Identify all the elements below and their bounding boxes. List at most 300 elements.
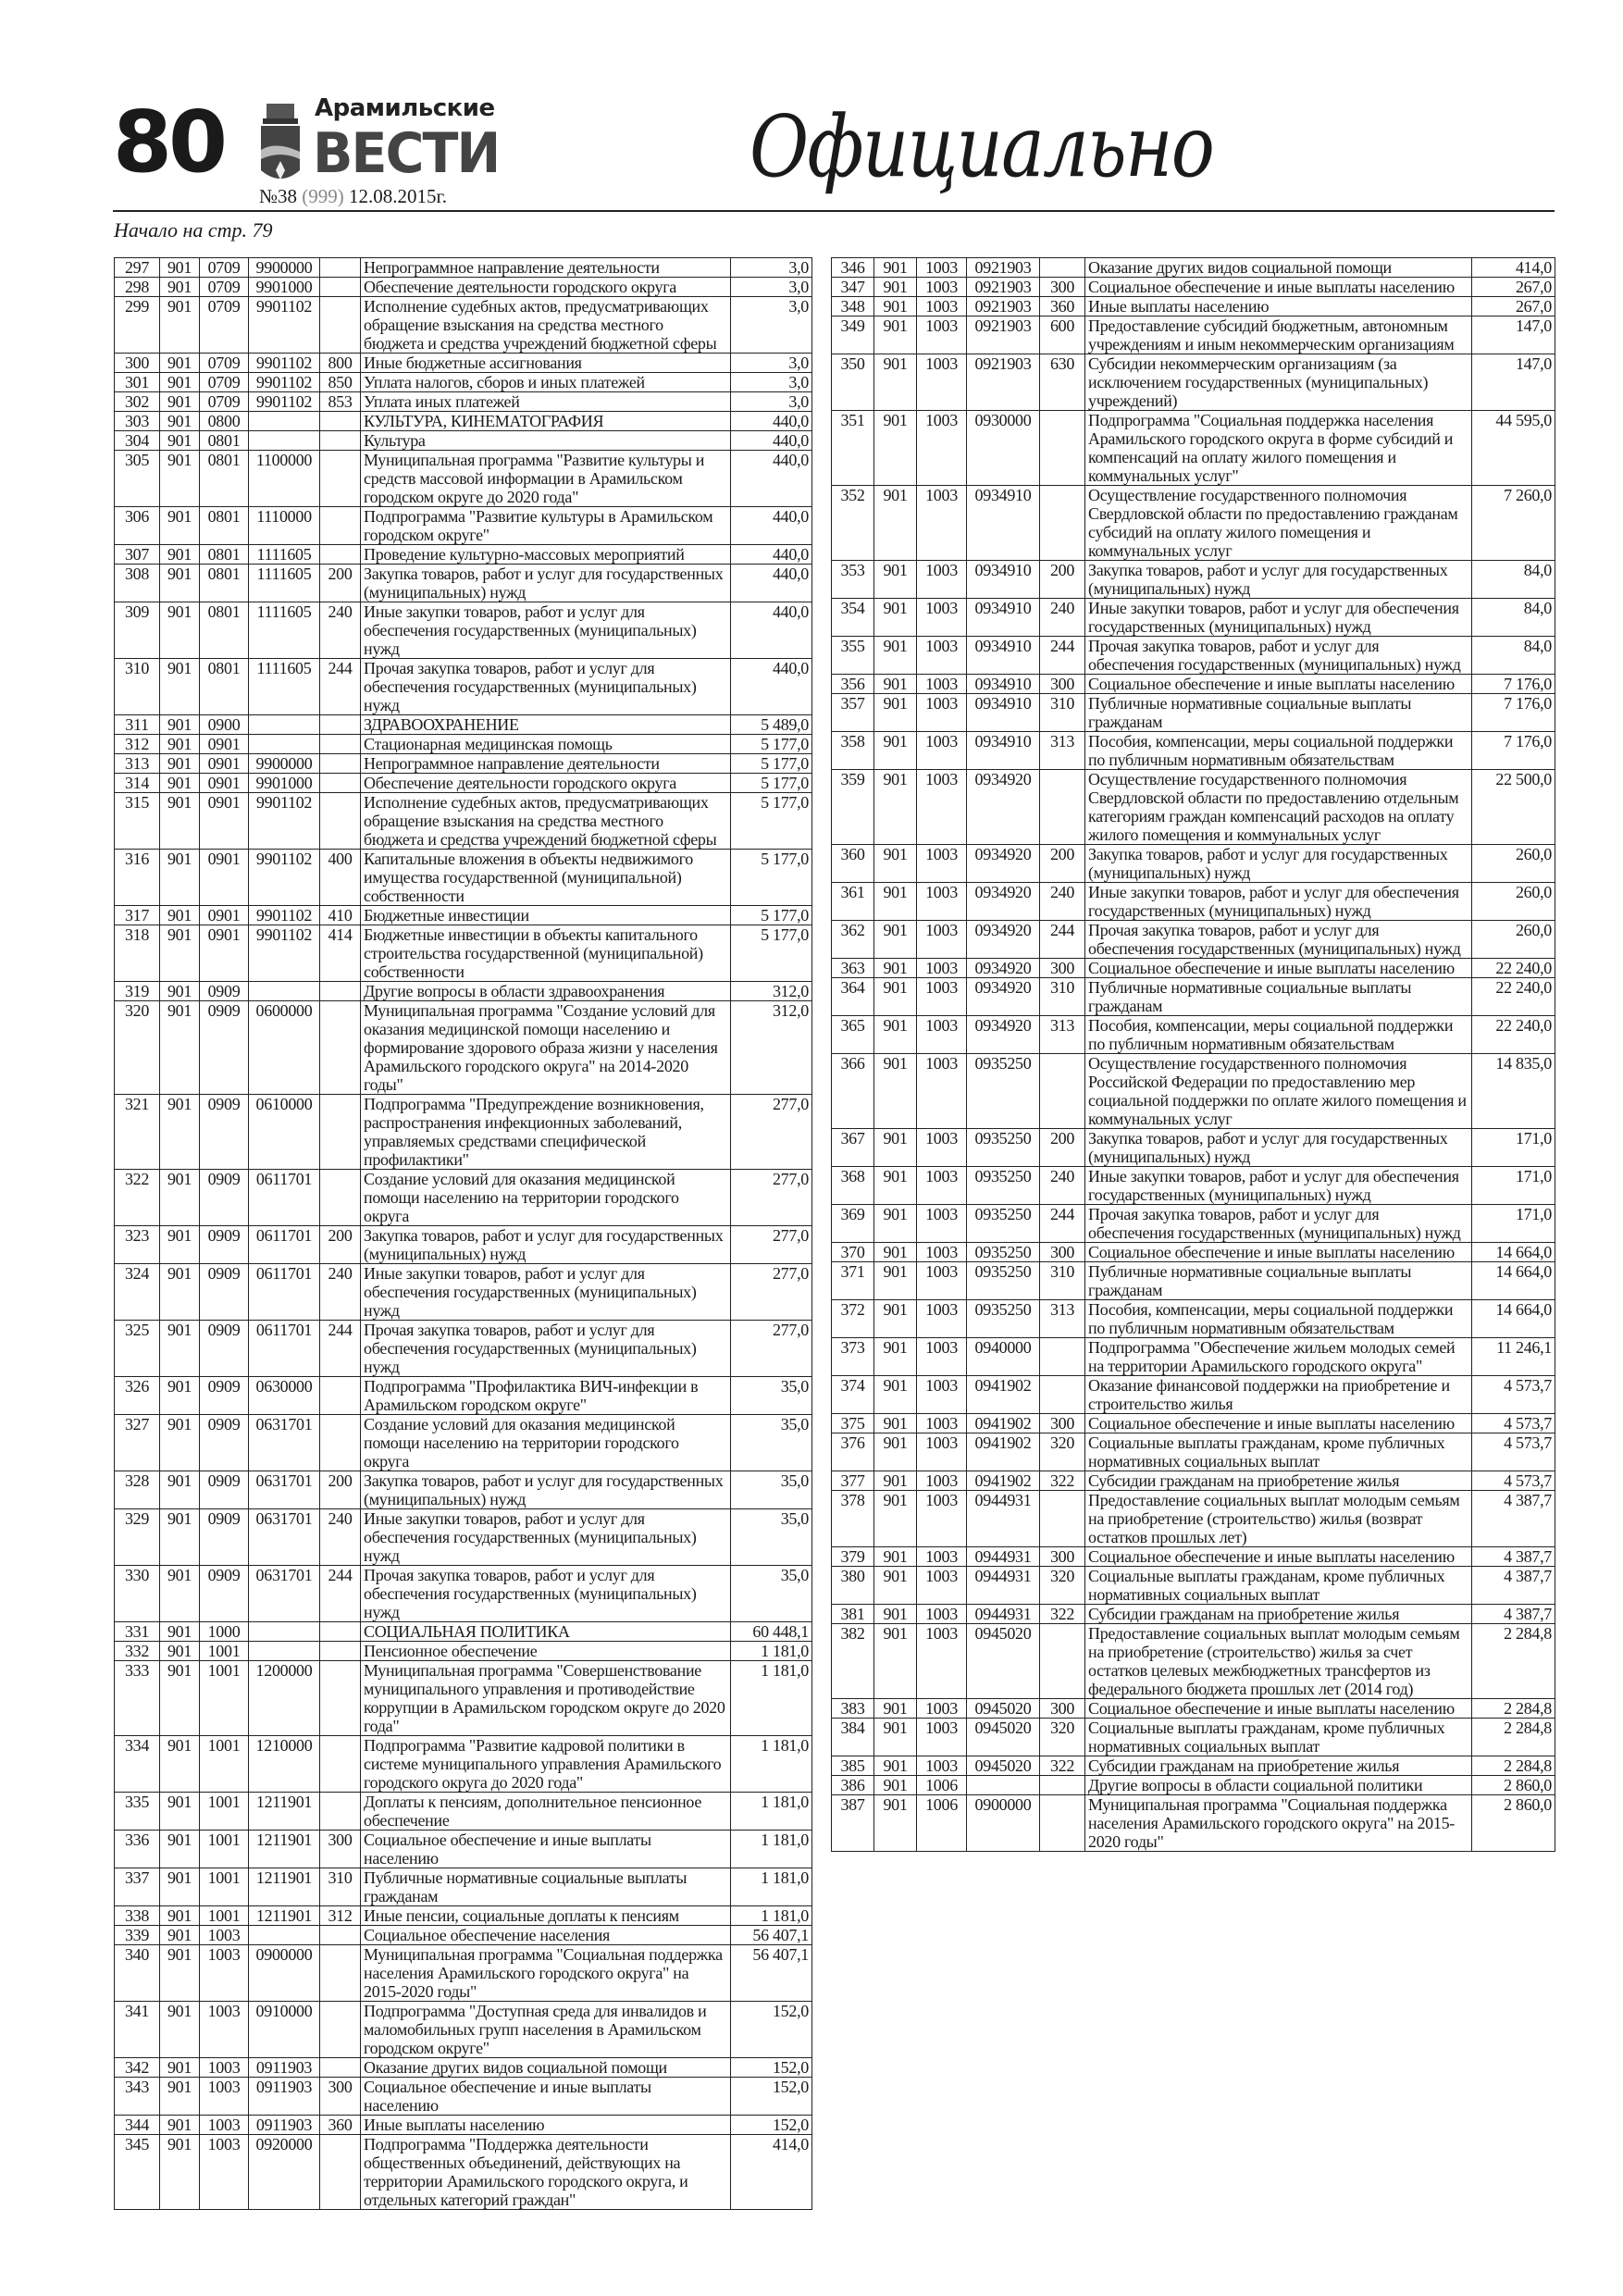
row-number: 331 [115,1622,160,1642]
amount: 4 387,7 [1472,1491,1555,1547]
target-article-code: 0934910 [967,694,1040,732]
row-number: 349 [832,316,874,354]
expense-type-code [320,1001,361,1095]
row-number: 350 [832,354,874,411]
section-code: 1000 [200,1622,249,1642]
table-row [832,770,1555,845]
item-name: Публичные нормативные социальные выплаты гражданам [361,1868,731,1906]
amount: 440,0 [731,602,812,659]
expense-type-code [320,2135,361,2210]
amount: 4 387,7 [1472,1567,1555,1605]
table-row [832,278,1555,297]
section-code: 1003 [200,2135,249,2210]
department-code: 901 [160,297,200,354]
expense-type-code [320,1377,361,1415]
row-number: 344 [115,2116,160,2135]
amount: 1 181,0 [731,1868,812,1906]
coat-of-arms-logo [257,104,304,185]
amount: 4 387,7 [1472,1605,1555,1624]
row-number: 329 [115,1509,160,1566]
expense-type-code [320,715,361,735]
table-row [115,2078,812,2116]
expense-type-code [320,545,361,565]
amount: 22 500,0 [1472,770,1555,845]
item-name: Осуществление государственного полномочия Свердловской области по предоставлению гражданам субсидий на оплату жилого помещения и коммунальных услуг [1085,486,1472,561]
target-article-code: 0934920 [967,1016,1040,1054]
issue-date: 12.08.2015г. [349,185,448,207]
expense-type-code [1040,1376,1085,1414]
target-article-code: 1111605 [249,659,320,715]
amount: 5 177,0 [731,850,812,906]
row-number: 312 [115,735,160,754]
department-code: 901 [160,1945,200,2002]
department-code: 901 [874,297,917,316]
item-name: Иные выплаты населению [361,2116,731,2135]
section-code: 1003 [917,1605,967,1624]
item-name: Закупка товаров, работ и услуг для государственных (муниципальных) нужд [361,1226,731,1264]
department-code: 901 [874,1605,917,1624]
row-number: 375 [832,1414,874,1433]
section-code: 1006 [917,1795,967,1852]
table-row [115,297,812,354]
expense-type-code: 240 [1040,1167,1085,1205]
item-name: ЗДРАВООХРАНЕНИЕ [361,715,731,735]
expense-type-code [320,278,361,297]
section-code: 1006 [917,1776,967,1795]
target-article-code: 0945020 [967,1699,1040,1719]
target-article-code: 0941902 [967,1414,1040,1433]
row-number: 376 [832,1433,874,1471]
continued-note: Начало на стр. 79 [114,218,273,242]
amount: 414,0 [1472,258,1555,278]
table-row [832,411,1555,486]
target-article-code [249,715,320,735]
table-row [832,1624,1555,1699]
expense-type-code: 310 [1040,978,1085,1016]
table-row [832,1376,1555,1414]
amount: 414,0 [731,2135,812,2210]
expense-type-code: 853 [320,392,361,412]
expense-type-code: 600 [1040,316,1085,354]
item-name: Иные выплаты населению [1085,297,1472,316]
target-article-code: 1211901 [249,1868,320,1906]
row-number: 362 [832,921,874,959]
expense-type-code: 322 [1040,1471,1085,1491]
department-code: 901 [160,715,200,735]
target-article-code: 0934920 [967,845,1040,883]
row-number: 304 [115,431,160,451]
row-number: 382 [832,1624,874,1699]
row-number: 356 [832,675,874,694]
row-number: 297 [115,258,160,278]
section-code: 1001 [200,1793,249,1831]
amount: 7 176,0 [1472,694,1555,732]
table-row [115,602,812,659]
department-code: 901 [160,1868,200,1906]
item-name: Другие вопросы в области социальной политики [1085,1776,1472,1795]
target-article-code: 9901102 [249,925,320,982]
target-article-code: 1211901 [249,1793,320,1831]
row-number: 301 [115,373,160,392]
target-article-code [249,412,320,431]
item-name: Муниципальная программа "Социальная поддержка населения Арамильского городского округа" на 2015-2020 годы" [361,1945,731,2002]
table-row [115,431,812,451]
department-code: 901 [160,1906,200,1926]
item-name: Социальное обеспечение и иные выплаты населению [1085,278,1472,297]
row-number: 370 [832,1243,874,1262]
table-row [832,1719,1555,1756]
expense-type-code [320,507,361,545]
expense-type-code: 244 [1040,637,1085,675]
table-row [115,754,812,774]
item-name: Социальное обеспечение и иные выплаты населению [361,1831,731,1868]
section-code: 1003 [917,1300,967,1338]
target-article-code: 1211901 [249,1831,320,1868]
section-code: 1003 [200,2002,249,2058]
amount: 7 176,0 [1472,732,1555,770]
item-name: Субсидии гражданам на приобретение жилья [1085,1605,1472,1624]
expense-type-code: 300 [320,1831,361,1868]
target-article-code: 9900000 [249,258,320,278]
expense-type-code: 240 [320,1264,361,1321]
amount: 2 860,0 [1472,1795,1555,1852]
department-code: 901 [160,1377,200,1415]
expense-type-code [1040,1054,1085,1129]
department-code: 901 [160,735,200,754]
target-article-code: 9901102 [249,906,320,925]
table-row [115,906,812,925]
amount: 60 448,1 [731,1622,812,1642]
item-name: Пособия, компенсации, меры социальной поддержки по публичным нормативным обязательствам [1085,1016,1472,1054]
row-number: 340 [115,1945,160,2002]
target-article-code: 0940000 [967,1338,1040,1376]
row-number: 346 [832,258,874,278]
department-code: 901 [160,602,200,659]
amount: 312,0 [731,982,812,1001]
section-code: 0909 [200,1566,249,1622]
amount: 171,0 [1472,1205,1555,1243]
row-number: 348 [832,297,874,316]
amount: 22 240,0 [1472,1016,1555,1054]
department-code: 901 [160,925,200,982]
section-code: 0909 [200,1321,249,1377]
target-article-code: 1200000 [249,1661,320,1736]
expense-type-code: 320 [1040,1719,1085,1756]
amount: 440,0 [731,545,812,565]
target-article-code: 0945020 [967,1719,1040,1756]
amount: 22 240,0 [1472,978,1555,1016]
amount: 277,0 [731,1264,812,1321]
target-article-code: 0631701 [249,1471,320,1509]
department-code: 901 [160,1170,200,1226]
budget-table-left [114,257,812,2210]
row-number: 327 [115,1415,160,1471]
target-article-code: 0935250 [967,1054,1040,1129]
row-number: 309 [115,602,160,659]
table-row [832,1300,1555,1338]
row-number: 338 [115,1906,160,1926]
target-article-code: 0941902 [967,1376,1040,1414]
row-number: 303 [115,412,160,431]
section-code: 0909 [200,1509,249,1566]
item-name: Иные закупки товаров, работ и услуг для обеспечения государственных (муниципальных) нужд [361,1509,731,1566]
table-row [832,1567,1555,1605]
row-number: 379 [832,1547,874,1567]
department-code: 901 [874,1205,917,1243]
target-article-code: 1110000 [249,507,320,545]
table-row [115,1793,812,1831]
row-number: 308 [115,565,160,602]
item-name: Прочая закупка товаров, работ и услуг для обеспечения государственных (муниципальных) нужд [1085,1205,1472,1243]
table-row [832,845,1555,883]
expense-type-code [1040,258,1085,278]
department-code: 901 [160,373,200,392]
row-number: 347 [832,278,874,297]
department-code: 901 [874,1567,917,1605]
table-row [115,451,812,507]
target-article-code: 0934920 [967,978,1040,1016]
department-code: 901 [874,1129,917,1167]
table-row [115,659,812,715]
amount: 1 181,0 [731,1906,812,1926]
department-code: 901 [874,1795,917,1852]
amount: 152,0 [731,2078,812,2116]
section-code: 1003 [917,845,967,883]
department-code: 901 [874,1699,917,1719]
item-name: Социальное обеспечение населения [361,1926,731,1945]
section-code: 0909 [200,1377,249,1415]
section-code: 1001 [200,1868,249,1906]
department-code: 901 [160,754,200,774]
department-code: 901 [874,1719,917,1756]
department-code: 901 [160,1509,200,1566]
amount: 35,0 [731,1471,812,1509]
amount: 35,0 [731,1509,812,1566]
row-number: 384 [832,1719,874,1756]
expense-type-code [1040,486,1085,561]
section-code: 1003 [917,1376,967,1414]
table-row [832,354,1555,411]
table-row [832,1054,1555,1129]
amount: 277,0 [731,1226,812,1264]
section-code: 1003 [917,959,967,978]
row-number: 354 [832,599,874,637]
amount: 5 177,0 [731,735,812,754]
amount: 11 246,1 [1472,1338,1555,1376]
section-code: 1003 [917,354,967,411]
department-code: 901 [874,316,917,354]
expense-type-code [320,1793,361,1831]
newspaper-name-main: ВЕСТИ [313,121,500,186]
department-code: 901 [160,278,200,297]
row-number: 315 [115,793,160,850]
target-article-code: 0934910 [967,732,1040,770]
expense-type-code [1040,1795,1085,1852]
table-row [832,959,1555,978]
table-row [832,1776,1555,1795]
target-article-code: 1111605 [249,545,320,565]
department-code: 901 [160,1471,200,1509]
table-row [115,925,812,982]
target-article-code: 0930000 [967,411,1040,486]
row-number: 358 [832,732,874,770]
item-name: Публичные нормативные социальные выплаты гражданам [1085,978,1472,1016]
table-row [832,675,1555,694]
table-row [832,316,1555,354]
item-name: Непрограммное направление деятельности [361,754,731,774]
item-name: Осуществление государственного полномочия Свердловской области по предоставлению отдельным категориям граждан компенсаций расходов на оплату жилого помещения и коммунальных услуг [1085,770,1472,845]
section-code: 1003 [917,258,967,278]
section-code: 1003 [917,297,967,316]
table-row [115,354,812,373]
item-name: Иные бюджетные ассигнования [361,354,731,373]
item-name: Публичные нормативные социальные выплаты гражданам [1085,694,1472,732]
section-code: 1003 [917,599,967,637]
department-code: 901 [160,659,200,715]
expense-type-code [320,1642,361,1661]
target-article-code: 1111605 [249,602,320,659]
table-row [115,793,812,850]
expense-type-code [320,1415,361,1471]
table-row [832,732,1555,770]
expense-type-code: 200 [320,565,361,602]
table-row [115,1321,812,1377]
table-row [832,1433,1555,1471]
item-name: Подпрограмма "Предупреждение возникновения, распространения инфекционных заболеваний, управляемых средствами специфической профилактики" [361,1095,731,1170]
amount: 152,0 [731,2002,812,2058]
table-row [115,1415,812,1471]
expense-type-code [320,258,361,278]
target-article-code: 0934920 [967,770,1040,845]
target-article-code [249,1622,320,1642]
item-name: Иные закупки товаров, работ и услуг для обеспечения государственных (муниципальных) нужд [361,602,731,659]
section-code: 0901 [200,850,249,906]
row-number: 377 [832,1471,874,1491]
expense-type-code [320,412,361,431]
table-row [832,486,1555,561]
amount: 277,0 [731,1170,812,1226]
table-row [115,1642,812,1661]
expense-type-code: 322 [1040,1756,1085,1776]
department-code: 901 [160,1566,200,1622]
target-article-code [249,735,320,754]
item-name: Субсидии некоммерческим организациям (за исключением государственных (муниципальных) учреждений) [1085,354,1472,411]
section-code: 0909 [200,1170,249,1226]
target-article-code [249,1926,320,1945]
table-row [115,774,812,793]
section-code: 1003 [917,1699,967,1719]
table-row [832,883,1555,921]
department-code: 901 [874,1547,917,1567]
row-number: 360 [832,845,874,883]
target-article-code: 0900000 [967,1795,1040,1852]
amount: 84,0 [1472,599,1555,637]
section-code: 0801 [200,545,249,565]
expense-type-code [1040,1491,1085,1547]
expense-type-code: 360 [320,2116,361,2135]
expense-type-code [1040,1776,1085,1795]
section-code: 1003 [917,1262,967,1300]
row-number: 310 [115,659,160,715]
department-code: 901 [160,451,200,507]
section-code: 0801 [200,565,249,602]
expense-type-code: 310 [320,1868,361,1906]
item-name: Стационарная медицинская помощь [361,735,731,754]
amount: 3,0 [731,278,812,297]
section-code: 1003 [200,1926,249,1945]
expense-type-code: 313 [1040,1300,1085,1338]
item-name: Закупка товаров, работ и услуг для государственных (муниципальных) нужд [1085,1129,1472,1167]
target-article-code: 0935250 [967,1243,1040,1262]
target-article-code: 0934920 [967,883,1040,921]
target-article-code: 0921903 [967,354,1040,411]
table-row [832,1756,1555,1776]
row-number: 369 [832,1205,874,1243]
section-code: 1003 [917,1547,967,1567]
item-name: Социальные выплаты гражданам, кроме публичных нормативных социальных выплат [1085,1719,1472,1756]
target-article-code: 0935250 [967,1205,1040,1243]
item-name: Предоставление социальных выплат молодым семьям на приобретение (строительство) жилья за счет остатков целевых межбюджетных трансфертов из федерального бюджета прошлых лет (2014 год) [1085,1624,1472,1699]
department-code: 901 [874,1016,917,1054]
item-name: Муниципальная программа "Социальная поддержка населения Арамильского городского округа" на 2015-2020 годы" [1085,1795,1472,1852]
item-name: Прочая закупка товаров, работ и услуг для обеспечения государственных (муниципальных) нужд [361,659,731,715]
amount: 260,0 [1472,845,1555,883]
table-row [832,1167,1555,1205]
item-name: Пенсионное обеспечение [361,1642,731,1661]
target-article-code: 0611701 [249,1321,320,1377]
department-code: 901 [160,2078,200,2116]
row-number: 330 [115,1566,160,1622]
section-code: 1003 [917,1205,967,1243]
item-name: Социальное обеспечение и иные выплаты населению [1085,1243,1472,1262]
section-code: 1003 [200,2116,249,2135]
amount: 84,0 [1472,637,1555,675]
expense-type-code: 800 [320,354,361,373]
department-code: 901 [160,412,200,431]
department-code: 901 [874,1338,917,1376]
item-name: Пособия, компенсации, меры социальной поддержки по публичным нормативным обязательствам [1085,732,1472,770]
section-code: 0901 [200,793,249,850]
row-number: 314 [115,774,160,793]
expense-type-code [320,1095,361,1170]
row-number: 323 [115,1226,160,1264]
target-article-code: 0934920 [967,921,1040,959]
expense-type-code [320,982,361,1001]
section-code: 0709 [200,258,249,278]
expense-type-code: 300 [1040,675,1085,694]
amount: 2 860,0 [1472,1776,1555,1795]
section-code: 0901 [200,735,249,754]
row-number: 298 [115,278,160,297]
target-article-code: 0921903 [967,258,1040,278]
target-article-code: 0935250 [967,1300,1040,1338]
target-article-code: 0934910 [967,599,1040,637]
expense-type-code: 244 [320,1321,361,1377]
target-article-code: 0921903 [967,278,1040,297]
amount: 56 407,1 [731,1926,812,1945]
department-code: 901 [874,732,917,770]
department-code: 901 [874,959,917,978]
row-number: 299 [115,297,160,354]
table-row [832,1605,1555,1624]
item-name: Обеспечение деятельности городского округа [361,774,731,793]
table-row [115,2116,812,2135]
section-code: 0800 [200,412,249,431]
expense-type-code: 240 [1040,599,1085,637]
amount: 267,0 [1472,297,1555,316]
table-row [832,599,1555,637]
department-code: 901 [874,1167,917,1205]
